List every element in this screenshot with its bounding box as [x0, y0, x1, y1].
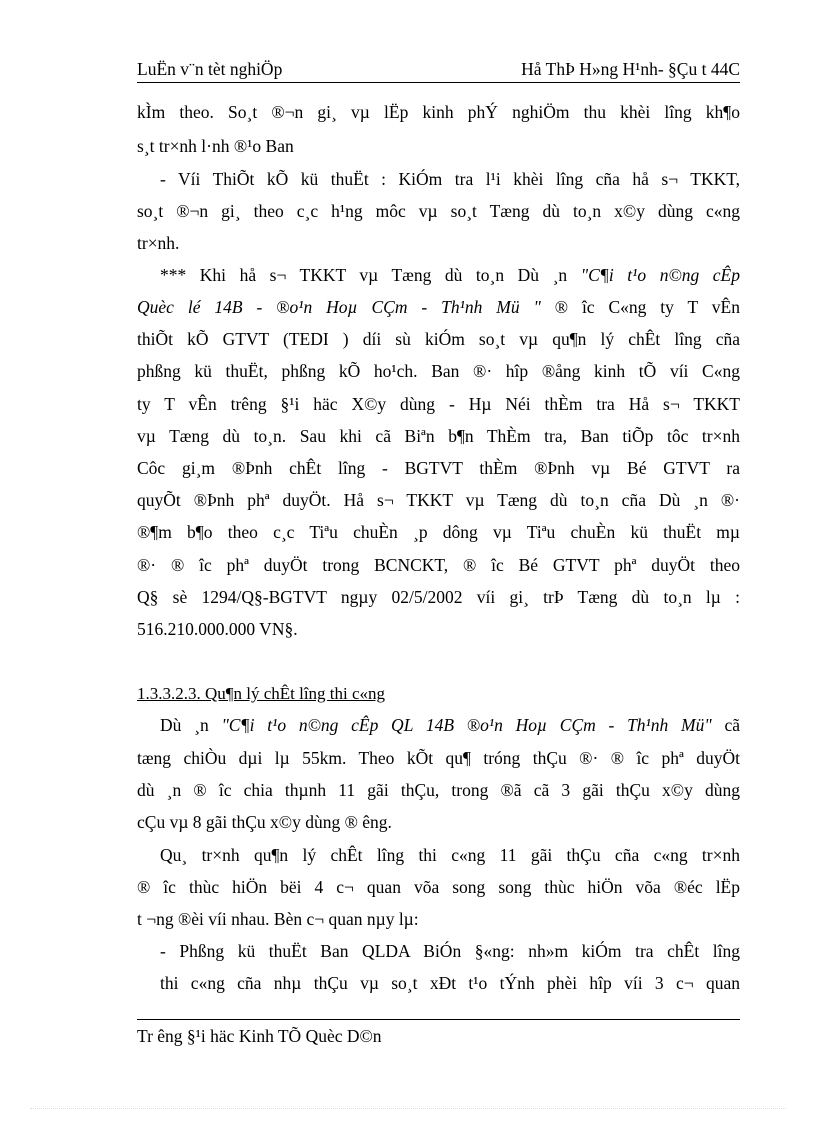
section-heading: 1.3.3.2.3. Qu¶n lý chÊt lîng thi c«ng — [137, 684, 386, 703]
body-line-10: ty T vÊn trêng §¹i häc X©y dùng - Hµ Néi thÈm tra Hå s¬ TKKT — [137, 394, 740, 414]
body-line-18-end: cã — [711, 715, 740, 735]
body-line-6 — [160, 262, 740, 288]
header-left: LuËn v¨n tèt nghiÖp — [137, 59, 283, 79]
body-line-8: thiÕt kÕ GTVT (TEDI ) díi sù kiÓm so¸t vµ qu¶n lý chÊt lîng cña — [137, 329, 740, 349]
body-line-2: s¸t tr×nh l·nh ®¹o Ban — [137, 136, 294, 156]
body-line-7-text: ® îc C«ng ty T vÊn — [540, 297, 740, 317]
body-line-1: kÌm theo. So¸t ®¬n gi¸ vµ lËp kinh phÝ nghiÖm thu khèi lîng kh¶o — [137, 102, 740, 122]
header-right: Hå ThÞ H»ng H¹nh- §Çu t 44C — [521, 59, 740, 79]
body-line-18 — [160, 712, 740, 738]
body-line-15: ®· ® îc phª duyÖt trong BCNCKT, ® îc Bé GTVT phª duyÖt theo — [137, 555, 740, 575]
body-line-4: so¸t ®¬n gi¸ theo c¸c h¹ng môc vµ so¸t Tæng dù to¸n x©y dùng c«ng — [137, 201, 740, 221]
body-line-18-italic: "C¶i t¹o n©ng cÊp QL 14B ®o¹n Hoµ CÇm - Th¹nh Mü" — [221, 715, 712, 735]
body-line-21: cÇu vµ 8 gãi thÇu x©y dùng ® êng. — [137, 812, 392, 832]
body-line-22: Qu¸ tr×nh qu¶n lý chÊt lîng thi c«ng 11 gãi thÇu cña c«ng tr×nh — [160, 845, 740, 865]
body-line-5: tr×nh. — [137, 233, 180, 253]
body-line-24: t ¬ng ®èi víi nhau. Bèn c¬ quan nµy lµ: — [137, 909, 419, 929]
body-line-3: - Víi ThiÕt kÕ kü thuËt : KiÓm tra l¹i khèi lîng cña hå s¬ TKKT, — [160, 169, 740, 189]
page-bottom-border — [30, 1108, 786, 1109]
page-footer: Tr êng §¹i häc Kinh TÕ Quèc D©n — [137, 1026, 382, 1046]
body-line-14: ®¶m b¶o theo c¸c Tiªu chuÈn ¸p dông vµ Tiªu chuÈn kü thuËt mµ — [137, 522, 740, 542]
body-line-9: phßng kü thuËt, phßng kÕ ho¹ch. Ban ®· hîp ®ång kinh tÕ víi C«ng — [137, 361, 740, 381]
page-header — [137, 59, 740, 83]
body-line-23: ® îc thùc hiÖn bëi 4 c¬ quan võa song song thùc hiÖn võa ®éc lËp — [137, 877, 740, 897]
body-line-11: vµ Tæng dù to¸n. Sau khi cã Biªn b¶n ThÈm tra, Ban tiÕp tôc tr×nh — [137, 426, 740, 446]
body-line-20: dù ¸n ® îc chia thµnh 11 gãi thÇu, trong ®ã cã 3 gãi thÇu x©y dùng — [137, 780, 740, 800]
body-line-26: thi c«ng cña nhµ thÇu vµ so¸t xÐt t¹o tÝnh phèi hîp víi 3 c¬ quan — [160, 973, 740, 993]
body-line-12: Côc gi¸m ®Þnh chÊt lîng - BGTVT thÈm ®Þnh vµ Bé GTVT ra — [137, 458, 740, 478]
body-line-17: 516.210.000.000 VN§. — [137, 619, 298, 639]
body-line-7 — [137, 294, 740, 320]
body-line-19: tæng chiÒu dµi lµ 55km. Theo kÕt qu¶ tróng thÇu ®· ® îc phª duyÖt — [137, 748, 740, 768]
body-line-6-italic: "C¶i t¹o n©ng cÊp — [580, 265, 740, 285]
body-line-16: Q§ sè 1294/Q§-BGTVT ngµy 02/5/2002 víi gi¸ trÞ Tæng dù to¸n lµ : — [137, 587, 740, 607]
body-line-6-text: *** Khi hå s¬ TKKT vµ Tæng dù to¸n Dù ¸n — [160, 265, 581, 285]
footer-rule — [137, 1019, 740, 1020]
header-rule — [137, 82, 740, 83]
body-line-7-italic: Quèc lé 14B - ®o¹n Hoµ CÇm - Th¹nh Mü " — [137, 297, 541, 317]
body-line-13: quyÕt ®Þnh phª duyÖt. Hå s¬ TKKT vµ Tæng dù to¸n cña Dù ¸n ®· — [137, 490, 740, 510]
body-line-18-text: Dù ¸n — [160, 715, 222, 735]
body-line-25: - Phßng kü thuËt Ban QLDA BiÓn §«ng: nh»m kiÓm tra chÊt lîng — [160, 941, 740, 961]
